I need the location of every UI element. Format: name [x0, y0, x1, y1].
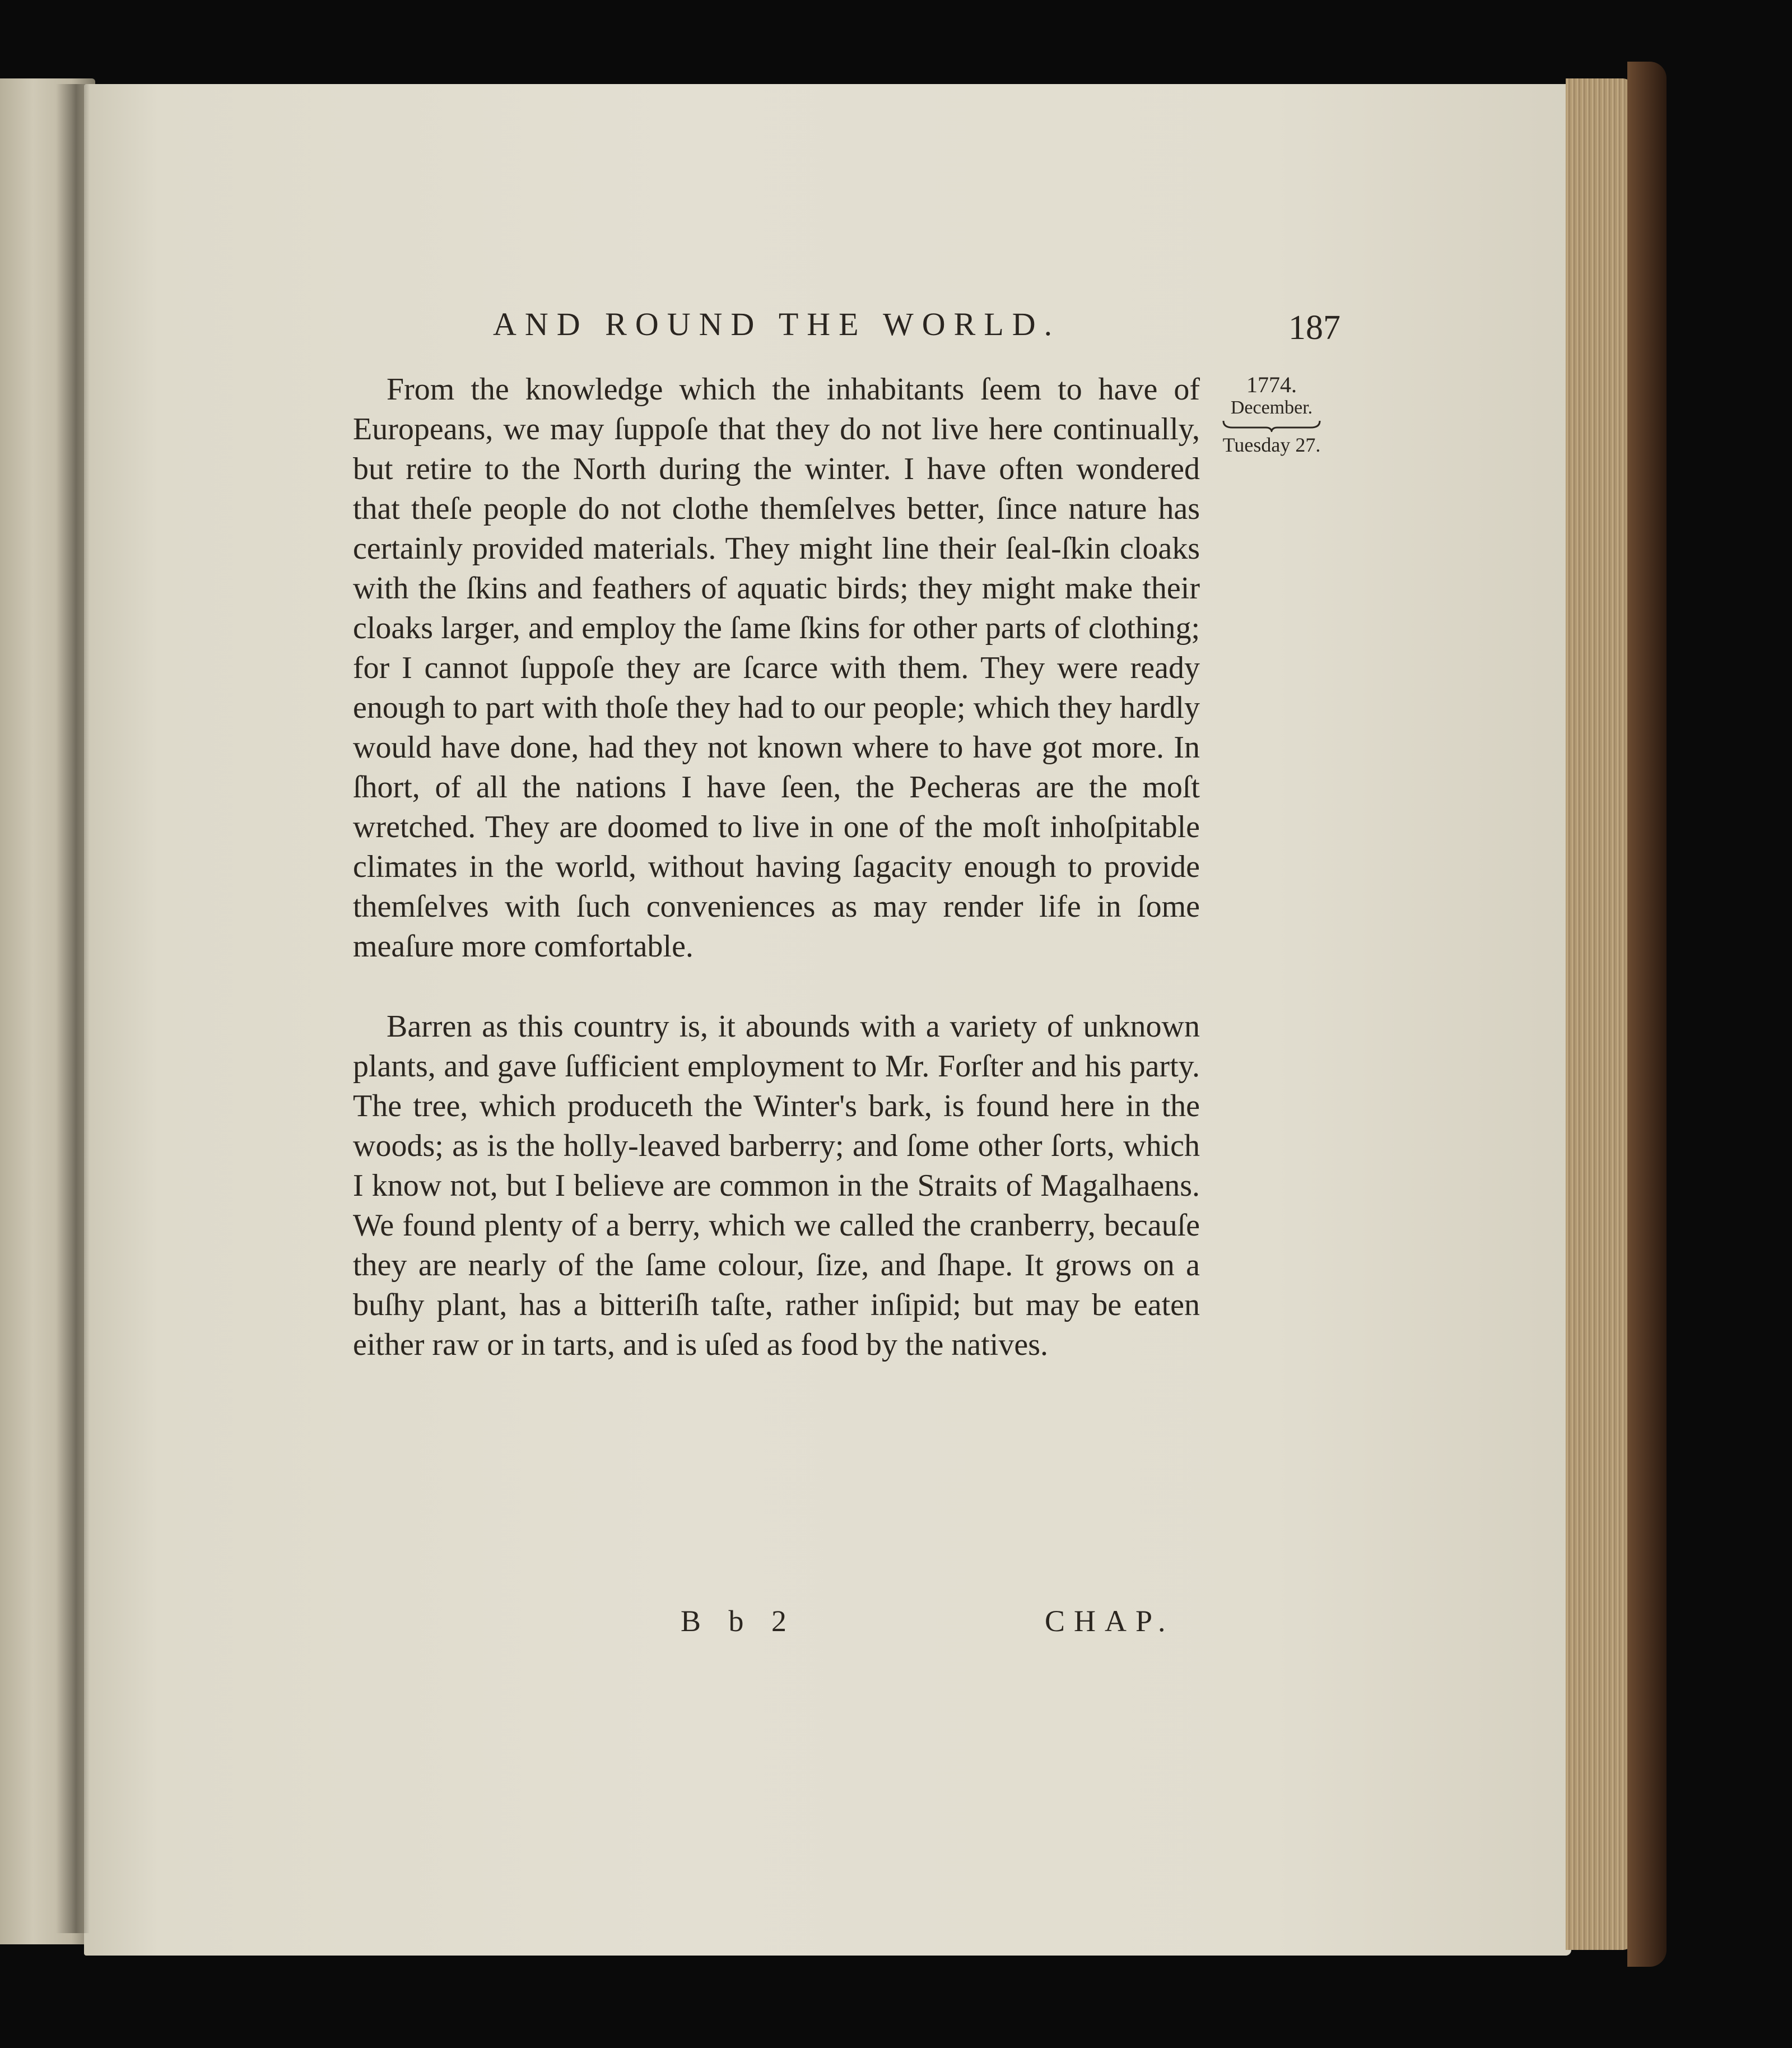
margin-note-day: Tuesday 27.: [1222, 434, 1321, 456]
catchword: CHAP.: [1045, 1604, 1175, 1638]
brace-icon: [1221, 420, 1322, 432]
page-number: 187: [1288, 309, 1340, 347]
margin-note-month: December.: [1230, 397, 1313, 418]
margin-note: [1216, 373, 1328, 457]
body-text: [353, 370, 1200, 1365]
book-gutter: [56, 84, 90, 1933]
paragraph-1: From the knowledge which the inhabitants ſeem to have of Europeans, we may ſuppoſe that they do not live here continually, but retire to the North during the winter. I have often wondered that theſe people do not clothe themſelves better, ſince nature has certainly provided materials. They might line their ſeal-ſkin cloaks with the ſkins and feathers of aquatic birds; they might make their cloaks larger, and employ the ſame ſkins for other parts of clothing; for I cannot ſuppoſe they are ſcarce with them. They were ready enough to part with thoſe they had to our people; which they hardly would have done, had they not known where to have got more. In ſhort, of all the nations I have ſeen, the Pecheras are the moſt wretched. They are doomed to live in one of the moſt inhoſpitable climates in the world, without having ſagacity enough to provide themſelves with ſuch conveniences as may render life in ſome meaſure more comfortable.: [353, 372, 1200, 964]
running-head: AND ROUND THE WORLD.: [493, 306, 1061, 342]
page-block-edges: [1566, 78, 1633, 1950]
margin-note-year: 1774.: [1246, 372, 1297, 397]
signature-mark: B b 2: [681, 1604, 797, 1638]
paragraph-2: Barren as this country is, it abounds with a variety of unknown plants, and gave ſufficient employment to Mr. Forſter and his party. The tree, which produceth the Winter's bark, is found here in the woods; as is the holly-leaved barberry; and ſome other ſorts, which I know not, but I believe are common in the Straits of Magalhaens. We found plenty of a berry, which we called the cranberry, becauſe they are nearly of the ſame colour, ſize, and ſhape. It grows on a buſhy plant, has a bitteriſh taſte, rather inſipid; but may be eaten either raw or in tarts, and is uſed as food by the natives.: [353, 1009, 1200, 1362]
book-cover-edge: [1627, 62, 1667, 1967]
